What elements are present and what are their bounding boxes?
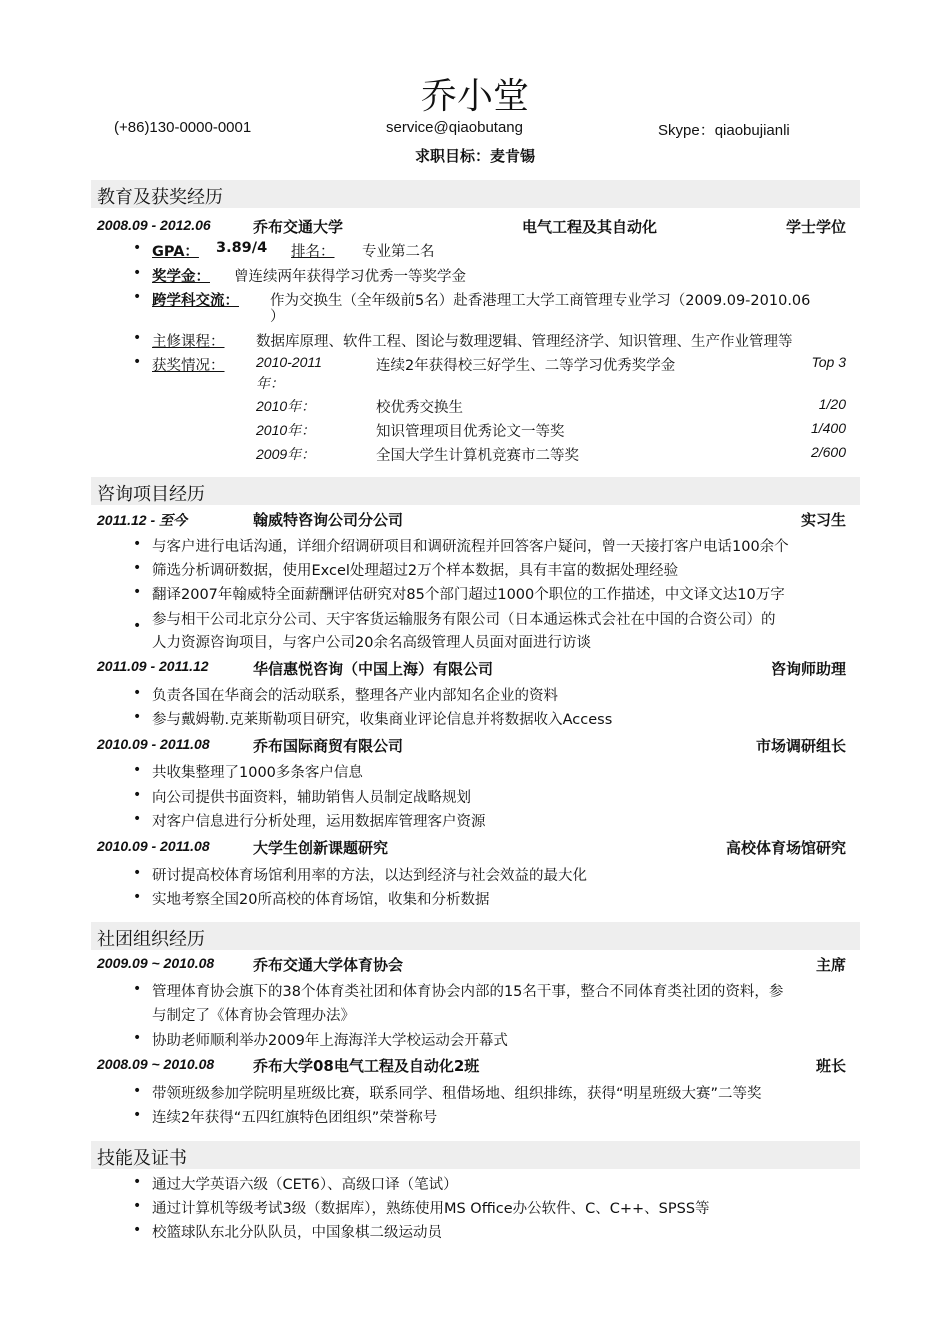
- job-objective: 求职目标：麦肯锡: [414, 147, 535, 165]
- bullet-icon: •: [133, 330, 142, 346]
- exchange-value: 作为交换生（全年级前5名）赴香港理工大学工商管理专业学习（2009.09-2010.06: [270, 293, 811, 309]
- club-org: 乔布交通大学体育协会: [253, 956, 404, 974]
- email-address: service@qiaobutang: [386, 119, 523, 136]
- section-header-education: [91, 180, 860, 208]
- school-name: 乔布交通大学: [253, 218, 344, 236]
- bullet-icon: •: [133, 1222, 142, 1238]
- bullet-icon: •: [133, 265, 142, 281]
- job-role: 高校体育场馆研究: [725, 839, 846, 857]
- section-header-clubs: [91, 922, 860, 950]
- job-org: 乔布国际商贸有限公司: [253, 737, 404, 755]
- degree: 学士学位: [785, 218, 846, 236]
- gpa-value: 3.89/4: [216, 240, 268, 256]
- courses-label: 主修课程：: [152, 334, 225, 350]
- award-desc: 校优秀交换生: [376, 400, 463, 416]
- job-item: 对客户信息进行分析处理，运用数据库管理客户资源: [152, 814, 486, 830]
- bullet-icon: •: [133, 1083, 142, 1099]
- club-date: 2009.09 ~ 2010.08: [97, 955, 215, 971]
- club-role: 班长: [815, 1057, 846, 1075]
- bullet-icon: •: [133, 1174, 142, 1190]
- club-item: 连续2年获得“五四红旗特色团组织”荣誉称号: [152, 1110, 438, 1126]
- award-year: 2010年：: [256, 398, 316, 414]
- award-desc: 知识管理项目优秀论文一等奖: [376, 424, 565, 440]
- award-year: 2009年：: [256, 446, 316, 462]
- section-header-consulting: [91, 477, 860, 505]
- exchange-value-cont: ）: [270, 309, 285, 325]
- job-date: 2010.09 - 2011.08: [97, 838, 210, 854]
- bullet-icon: •: [133, 560, 142, 576]
- candidate-name: 乔小堂: [420, 76, 529, 117]
- skill-item: 通过大学英语六级（CET6）、高级口译（笔试）: [152, 1177, 458, 1193]
- club-item: 带领班级参加学院明星班级比赛，联系同学、租借场地、组织排练，获得“明星班级大赛”二等奖: [152, 1086, 762, 1102]
- bullet-icon: •: [133, 981, 142, 997]
- bullet-icon: •: [133, 865, 142, 881]
- skill-item: 通过计算机等级考试3级（数据库），熟练使用MS Office办公软件、C、C++、SPSS等: [152, 1201, 710, 1217]
- club-item: 协助老师顺利举办2009年上海海洋大学校运动会开幕式: [152, 1033, 508, 1049]
- section-title: 社团组织经历: [97, 929, 205, 950]
- job-org: 华信惠悦咨询（中国上海）有限公司: [253, 660, 494, 678]
- award-rank: Top 3: [811, 354, 846, 370]
- award-year: 2010年：: [256, 422, 316, 438]
- bullet-icon: •: [133, 618, 142, 634]
- job-org: 大学生创新课题研究: [253, 839, 389, 857]
- section-header-skills: [91, 1141, 860, 1169]
- courses-value: 数据库原理、软件工程、图论与数理逻辑、管理经济学、知识管理、生产作业管理等: [256, 334, 793, 350]
- award-rank: 1/20: [818, 396, 846, 412]
- club-item: 管理体育协会旗下的38个体育类社团和体育协会内部的15名干事，整合不同体育类社团的资料，参: [152, 984, 784, 1000]
- bullet-icon: •: [133, 289, 142, 305]
- bullet-icon: •: [133, 709, 142, 725]
- bullet-icon: •: [133, 354, 142, 370]
- rank-label: 排名：: [291, 244, 335, 260]
- job-date: 2011.09 - 2011.12: [97, 658, 209, 674]
- bullet-icon: •: [133, 811, 142, 827]
- award-year-cont: 年：: [256, 375, 284, 391]
- job-item-cont: 人力资源咨询项目，与客户公司20余名高级管理人员面对面进行访谈: [152, 635, 591, 651]
- job-item: 翻译2007年翰威特全面薪酬评估研究对85个部门超过1000个职位的工作描述，中文译文达10万字: [152, 587, 785, 603]
- job-date: 2011.12 - 至今: [97, 512, 188, 528]
- job-item: 与客户进行电话沟通，详细介绍调研项目和调研流程并回答客户疑问，曾一天接打客户电话100余个: [152, 539, 789, 555]
- club-item-cont: 与制定了《体育协会管理办法》: [152, 1008, 355, 1024]
- bullet-icon: •: [133, 584, 142, 600]
- award-rank: 1/400: [810, 420, 846, 436]
- job-item: 负责各国在华商会的活动联系，整理各产业内部知名企业的资料: [152, 688, 558, 704]
- award-rank: 2/600: [810, 444, 846, 460]
- scholarship-label: 奖学金：: [152, 269, 210, 285]
- job-date: 2010.09 - 2011.08: [97, 736, 210, 752]
- section-title: 咨询项目经历: [97, 484, 205, 505]
- job-item: 参与相干公司北京分公司、天宇客货运输服务有限公司（日本通运株式会社在中国的合资公司）的: [152, 612, 776, 628]
- club-role: 主席: [815, 956, 846, 974]
- exchange-label: 跨学科交流：: [152, 293, 239, 309]
- bullet-icon: •: [133, 536, 142, 552]
- bullet-icon: •: [133, 1107, 142, 1123]
- bullet-icon: •: [133, 1030, 142, 1046]
- club-org: 乔布大学08电气工程及自动化2班: [253, 1057, 480, 1075]
- major-name: 电气工程及其自动化: [522, 218, 658, 236]
- job-item: 共收集整理了1000多条客户信息: [152, 765, 363, 781]
- awards-label: 获奖情况：: [152, 358, 225, 374]
- job-org: 翰威特咨询公司分公司: [253, 511, 404, 529]
- job-role: 实习生: [800, 511, 846, 529]
- job-item: 向公司提供书面资料，辅助销售人员制定战略规划: [152, 790, 471, 806]
- job-role: 市场调研组长: [755, 737, 846, 755]
- bullet-icon: •: [133, 685, 142, 701]
- job-item: 参与戴姆勒.克莱斯勒项目研究，收集商业评论信息并将数据收入Access: [152, 712, 613, 728]
- job-item: 实地考察全国20所高校的体育场馆，收集和分析数据: [152, 892, 490, 908]
- bullet-icon: •: [133, 240, 142, 256]
- gpa-label: GPA：: [152, 244, 199, 260]
- job-role: 咨询师助理: [770, 660, 846, 678]
- skype-id: Skype：qiaobujianli: [658, 122, 790, 139]
- section-title: 教育及获奖经历: [97, 187, 223, 208]
- bullet-icon: •: [133, 1198, 142, 1214]
- section-title: 技能及证书: [97, 1148, 187, 1169]
- scholarship-value: 曾连续两年获得学习优秀一等奖学金: [234, 269, 466, 285]
- job-item: 研讨提高校体育场馆利用率的方法，以达到经济与社会效益的最大化: [152, 868, 587, 884]
- bullet-icon: •: [133, 787, 142, 803]
- rank-value: 专业第二名: [362, 244, 435, 260]
- phone-number: (+86)130-0000-0001: [114, 119, 252, 136]
- bullet-icon: •: [133, 762, 142, 778]
- education-date: 2008.09 - 2012.06: [97, 217, 211, 233]
- award-year: 2010-2011: [256, 354, 322, 370]
- club-date: 2008.09 ~ 2010.08: [97, 1056, 215, 1072]
- award-desc: 全国大学生计算机竞赛市二等奖: [376, 448, 579, 464]
- job-item: 筛选分析调研数据，使用Excel处理超过2万个样本数据，具有丰富的数据处理经验: [152, 563, 679, 579]
- award-desc: 连续2年获得校三好学生、二等学习优秀奖学金: [376, 358, 676, 374]
- bullet-icon: •: [133, 889, 142, 905]
- skill-item: 校篮球队东北分队队员，中国象棋二级运动员: [152, 1225, 442, 1241]
